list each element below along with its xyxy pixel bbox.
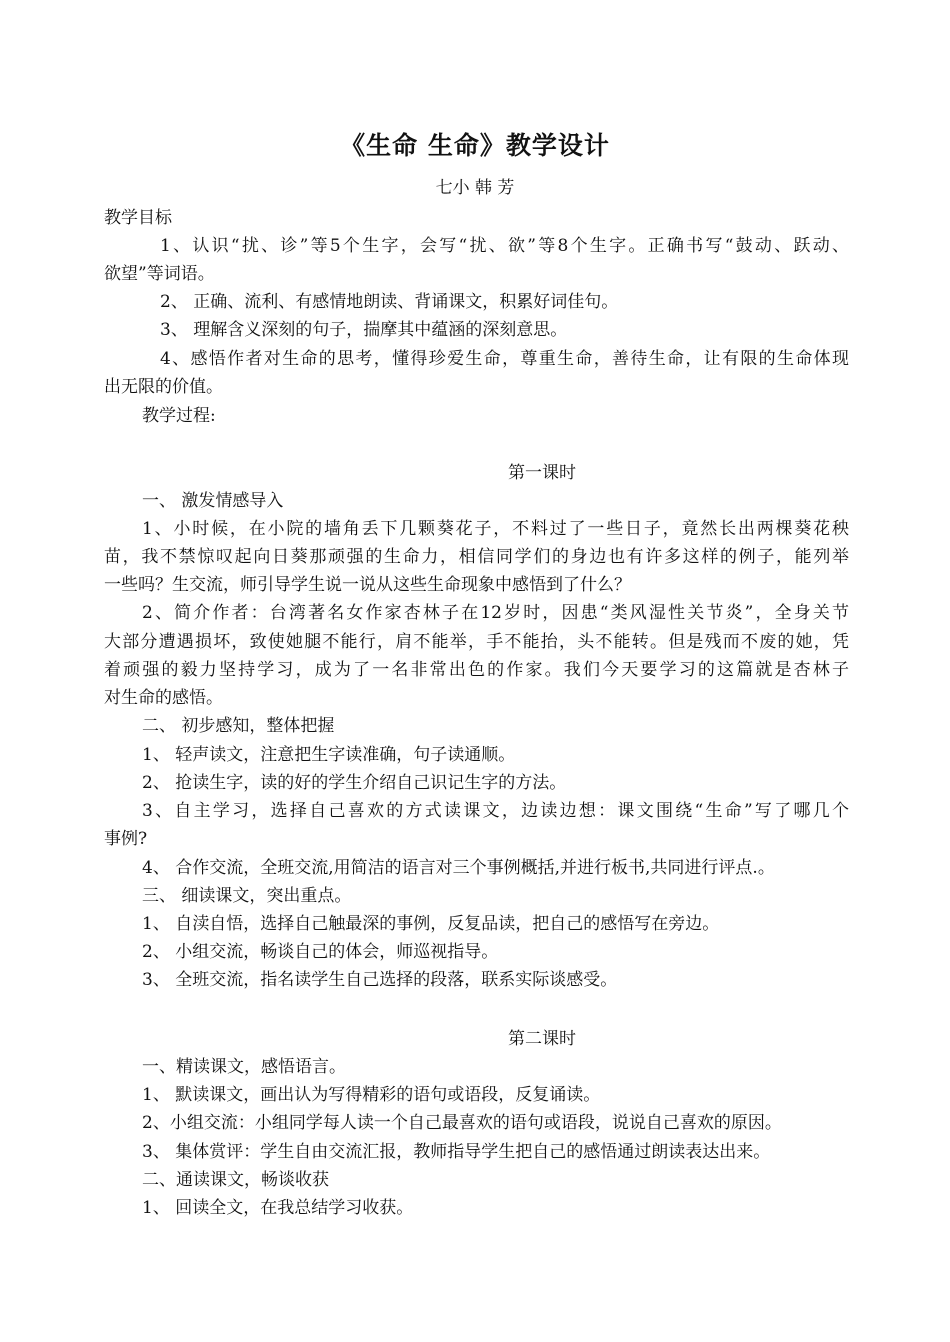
lesson-2-heading: 第二课时 — [508, 1029, 576, 1049]
lesson-1-para-2-line-1: 2、简介作者：台湾著名女作家杏林子在12岁时，因患“类风湿性关节炎”，全身关节 — [142, 603, 849, 623]
document-title: 《生命 生命》教学设计 — [340, 131, 610, 160]
lesson-1-section-3-item-3: 3、 全班交流，指名读学生自己选择的段落，联系实际谈感受。 — [142, 970, 618, 990]
lesson-1-section-2: 二、 初步感知，整体把握 — [142, 716, 335, 736]
goals-heading: 教学目标 — [104, 208, 172, 228]
lesson-1-section-2-item-4: 4、 合作交流，全班交流,用简洁的语言对三个事例概括,并进行板书,共同进行评点.。 — [142, 858, 775, 878]
process-heading: 教学过程: — [142, 406, 216, 426]
lesson-1-section-3-item-2: 2、 小组交流，畅谈自己的体会，师巡视指导。 — [142, 942, 499, 962]
lesson-1-para-1-line-1: 1、小时候，在小院的墙角丢下几颗葵花子，不料过了一些日子，竟然长出两棵葵花秧 — [142, 519, 849, 539]
lesson-1-section-3: 三、 细读课文，突出重点。 — [142, 886, 352, 906]
lesson-1-para-2-line-2: 大部分遭遇损坏，致使她腿不能行，肩不能举，手不能抬，头不能转。但是残而不废的她，凭 — [104, 632, 849, 652]
lesson-2-section-2: 二、通读课文，畅谈收获 — [142, 1170, 329, 1190]
goal-3: 3、 理解含义深刻的句子，揣摩其中蕴涵的深刻意思。 — [160, 320, 568, 340]
lesson-1-section-2-item-3-line-2: 事例? — [104, 829, 148, 849]
lesson-1-para-1-line-2: 苗，我不禁惊叹起向日葵那顽强的生命力，相信同学们的身边也有许多这样的例子，能列举 — [104, 547, 849, 567]
lesson-2-section-1-item-1: 1、 默读课文，画出认为写得精彩的语句或语段，反复诵读。 — [142, 1085, 601, 1105]
goal-1-line-2: 欲望”等词语。 — [104, 264, 215, 284]
lesson-1-section-3-item-1: 1、 自渎自悟，选择自己触最深的事例，反复品读，把自己的感悟写在旁边。 — [142, 914, 720, 934]
goal-1-line-1: 1、认识“扰、诊”等5个生字，会写“扰、欲”等8个生字。正确书写“鼓动、跃动、 — [160, 236, 849, 256]
goal-4-line-2: 出无限的价值。 — [104, 377, 223, 397]
lesson-1-section-2-item-2: 2、 抢读生字，读的好的学生介绍自己识记生字的方法。 — [142, 773, 567, 793]
lesson-1-section-2-item-1: 1、 轻声读文，注意把生字读准确，句子读通顺。 — [142, 745, 516, 765]
lesson-2-section-2-item-1: 1、 回读全文，在我总结学习收获。 — [142, 1198, 414, 1218]
lesson-2-section-1-item-2: 2、小组交流：小组同学每人读一个自己最喜欢的语句或语段，说说自己喜欢的原因。 — [142, 1113, 782, 1133]
author-line: 七小 韩 芳 — [435, 178, 515, 198]
lesson-1-heading: 第一课时 — [508, 463, 576, 483]
lesson-1-para-2-line-3: 着顽强的毅力坚持学习，成为了一名非常出色的作家。我们今天要学习的这篇就是杏林子 — [104, 660, 849, 680]
lesson-1-section-1: 一、 激发情感导入 — [142, 491, 284, 511]
goal-4-line-1: 4、感悟作者对生命的思考，懂得珍爱生命，尊重生命，善待生命，让有限的生命体现 — [160, 349, 849, 369]
lesson-1-para-2-line-4: 对生命的感悟。 — [104, 688, 223, 708]
lesson-1-section-2-item-3-line-1: 3、自主学习，选择自己喜欢的方式读课文，边读边想：课文围绕“生命”写了哪几个 — [142, 801, 849, 821]
lesson-2-section-1-item-3: 3、 集体赏评：学生自由交流汇报，教师指导学生把自己的感悟通过朗读表达出来。 — [142, 1142, 771, 1162]
goal-2: 2、 正确、流利、有感情地朗读、背诵课文，积累好词佳句。 — [160, 292, 619, 312]
lesson-1-para-1-line-3: 一些吗？生交流，师引导学生说一说从这些生命现象中感悟到了什么？ — [104, 575, 631, 595]
lesson-2-section-1: 一、精读课文，感悟语言。 — [142, 1057, 346, 1077]
